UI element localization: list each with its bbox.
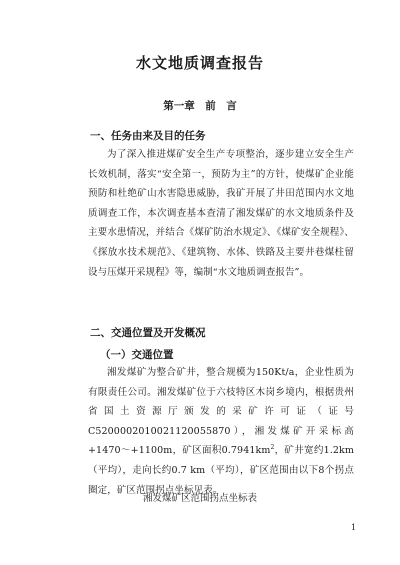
subsection-heading-traffic: （一）交通位置	[100, 349, 174, 361]
chapter-heading: 第一章 前 言	[163, 100, 237, 112]
table-caption: 湘发煤矿区范围拐点坐标表	[142, 493, 257, 504]
section-heading-traffic-location: 二、交通位置及开发概况	[90, 327, 206, 339]
page-number: 1	[351, 523, 357, 532]
section-heading-task-origin: 一、任务由来及目的任务	[90, 130, 206, 142]
paragraph-traffic-text-a: 湘发煤矿为整合矿井，整合规模为150Kt/a，企业性质为有限责任公司。湘发煤矿位于六枝特区木岗乡境内，根据贵州省国土资源厅颁发的采矿许可证（证号C5200002010021120055870），湘发煤矿开采标高+1470～+1100m，矿区面积0.7941km	[88, 367, 354, 457]
paragraph-task-origin: 为了深入推进煤矿安全生产专项整治，逐步建立安全生产长效机制，落实“安全第一，预防为主”的方针，使煤矿企业能预防和杜绝矿山水害隐患威胁，我矿开展了井田范围内水文地质调查工作，本次调查基本查清了湘发煤矿的水文地质条件及主要水患情况，并结合《煤矿防治水规定》、《煤矿安全规程》、《探放水技术规范》、《建筑物、水体、铁路及主要井巷煤柱留设与压煤开采规程》等，编制“水文地质调查报告”。	[88, 149, 354, 278]
paragraph-traffic-text-b: ，矿井宽约1.2km（平均），走向长约0.7 km（平均），矿区范围由以下8个拐点圈定，矿区范围拐点坐标见表。	[88, 445, 354, 496]
document-title: 水文地质调查报告	[135, 54, 264, 72]
area-unit-superscript: 2	[270, 444, 275, 452]
paragraph-traffic-location	[88, 363, 354, 500]
